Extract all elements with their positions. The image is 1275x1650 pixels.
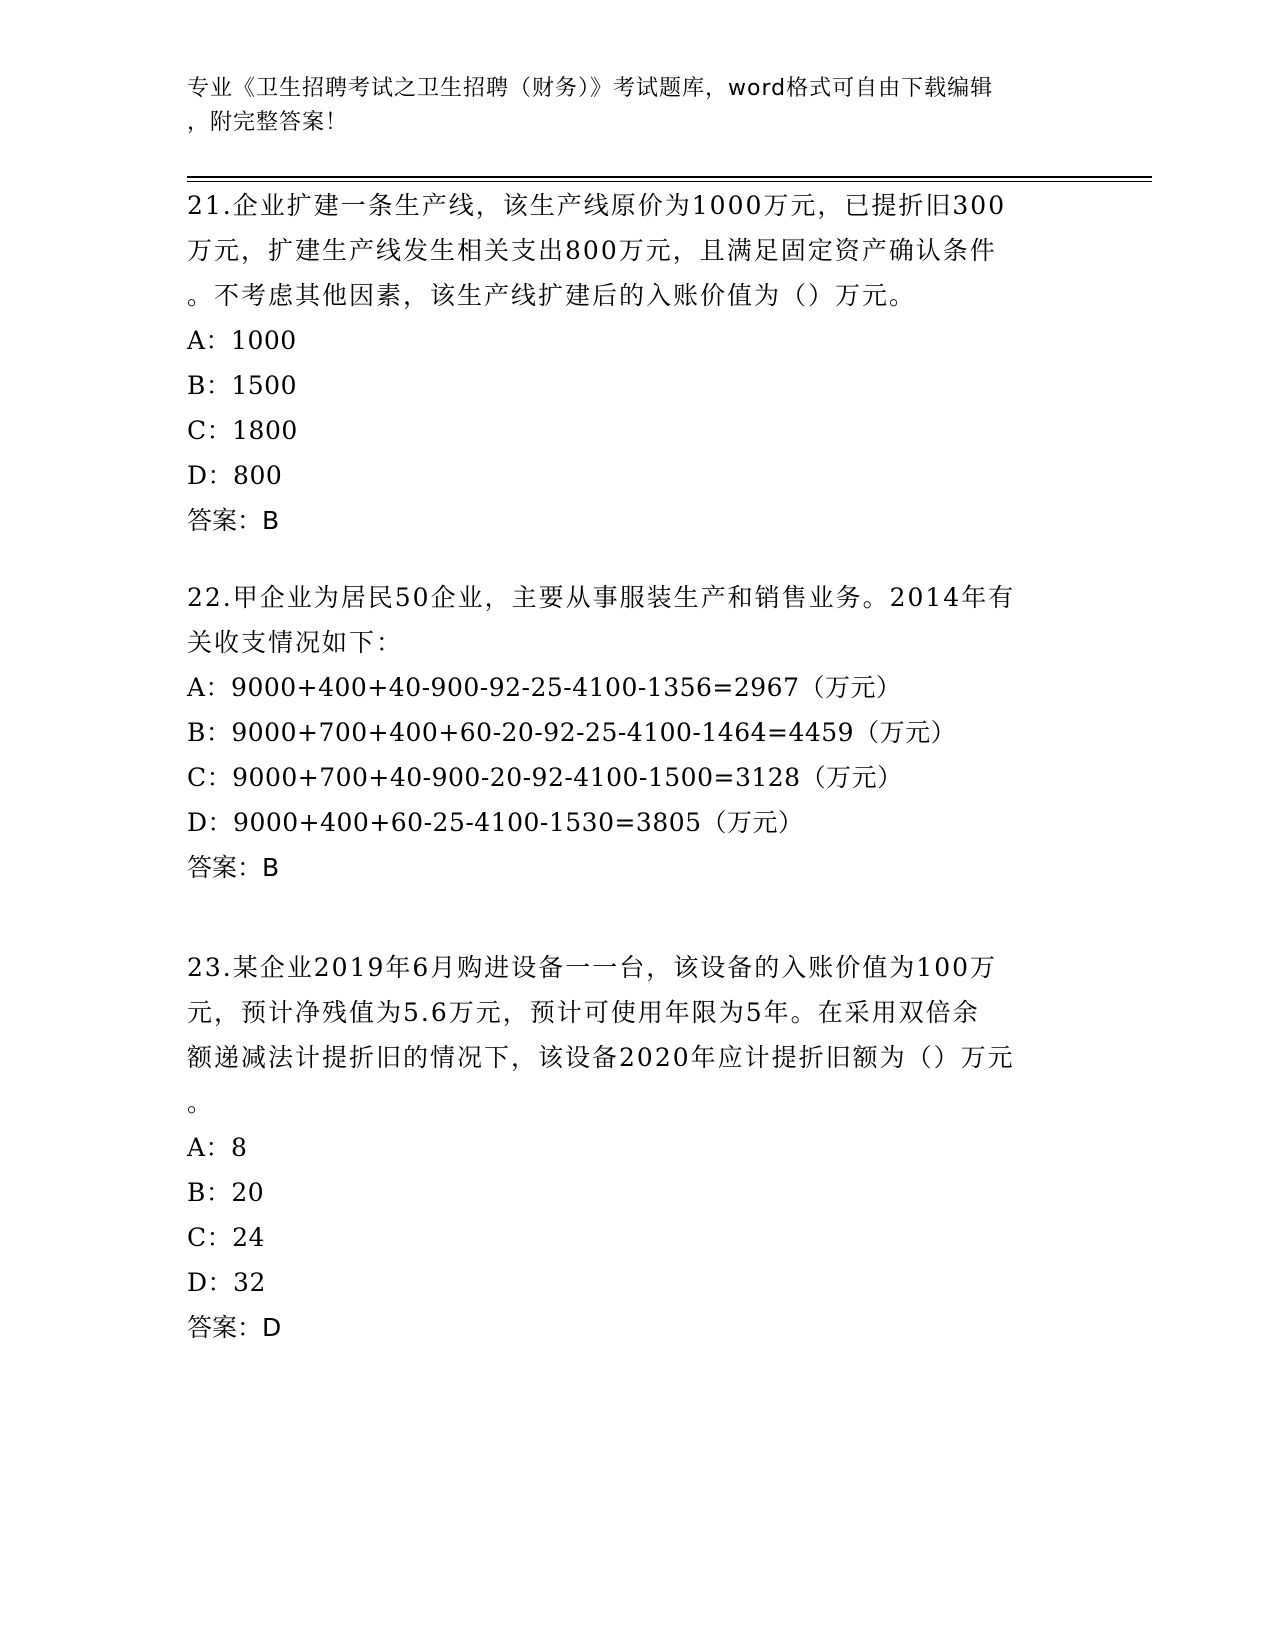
answer: 答案：B (187, 853, 280, 882)
answer: 答案：D (187, 1313, 282, 1342)
question-line: 万元，扩建生产线发生相关支出800万元，且满足固定资产确认条件 (187, 236, 997, 265)
option-a: A：9000+400+40-900-92-25-4100-1356=2967（万元） (187, 673, 902, 702)
question-line: 元，预计净残值为5.6万元，预计可使用年限为5年。在采用双倍余 (187, 998, 980, 1027)
header-line-2: ，附完整答案！ (187, 110, 349, 135)
option-d: D：9000+400+60-25-4100-1530=3805（万元） (187, 808, 804, 837)
question-line: 21.企业扩建一条生产线，该生产线原价为1000万元，已提折旧300 (187, 191, 1007, 220)
answer: 答案：B (187, 506, 280, 535)
header-divider-thin (187, 181, 1152, 182)
option-c: C：24 (187, 1223, 265, 1252)
document-header (187, 72, 1087, 140)
option-d: D：800 (187, 461, 283, 490)
option-b: B：9000+700+400+60-20-92-25-4100-1464=4459（万元） (187, 718, 957, 747)
question-line: 关收支情况如下： (187, 628, 404, 657)
header-line-1: 专业《卫生招聘考试之卫生招聘（财务）》考试题库，word格式可自由下载编辑 (187, 76, 994, 101)
question-22 (187, 575, 1087, 890)
option-c: C：9000+700+40-900-20-92-4100-1500=3128（万元） (187, 763, 903, 792)
question-line: 额递减法计提折旧的情况下，该设备2020年应计提折旧额为（）万元 (187, 1043, 1015, 1072)
option-b: B：20 (187, 1178, 265, 1207)
option-d: D：32 (187, 1268, 266, 1297)
header-divider-thick (187, 176, 1152, 178)
option-a: A：1000 (187, 326, 297, 355)
question-line: 。 (187, 1088, 215, 1117)
question-23 (187, 945, 1087, 1350)
option-a: A：8 (187, 1133, 248, 1162)
option-c: C：1800 (187, 416, 298, 445)
question-line: 23.某企业2019年6月购进设备一一台，该设备的入账价值为100万 (187, 953, 998, 982)
question-line: 22.甲企业为居民50企业，主要从事服装生产和销售业务。2014年有 (187, 583, 1016, 612)
question-line: 。不考虑其他因素，该生产线扩建后的入账价值为（）万元。 (187, 281, 917, 310)
option-b: B：1500 (187, 371, 297, 400)
question-21 (187, 183, 1087, 543)
